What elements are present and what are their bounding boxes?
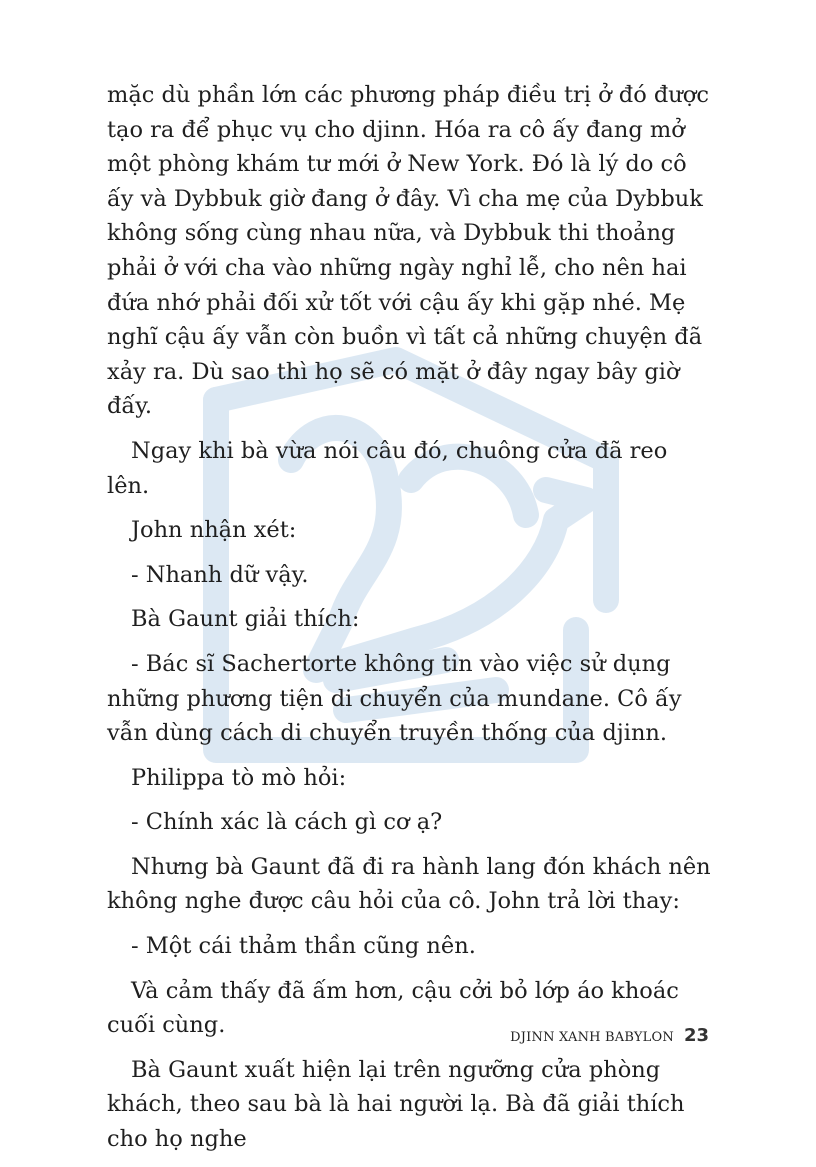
page-number: 23 <box>683 1025 709 1046</box>
paragraph: Bà Gaunt xuất hiện lại trên ngưỡng cửa phòng khách, theo sau bà là hai người lạ. Bà đã giải thích cho họ nghe <box>107 1056 685 1153</box>
paragraph: John nhận xét: <box>131 517 297 544</box>
page-body <box>107 78 711 1167</box>
dialogue-line: - Chính xác là cách gì cơ ạ? <box>131 809 443 836</box>
dialogue-line: - Nhanh dữ vậy. <box>131 561 309 588</box>
page-footer <box>510 1025 709 1046</box>
paragraph: Nhưng bà Gaunt đã đi ra hành lang đón khách nên không nghe được câu hỏi của cô. John trả lời thay: <box>107 853 711 915</box>
paragraph: Ngay khi bà vừa nói câu đó, chuông cửa đã reo lên. <box>107 437 668 499</box>
running-title: DJINN XANH BABYLON <box>510 1030 674 1045</box>
dialogue-line: - Một cái thảm thần cũng nên. <box>131 933 476 960</box>
paragraph: Và cảm thấy đã ấm hơn, cậu cởi bỏ lớp áo khoác cuối cùng. <box>107 977 679 1039</box>
paragraph: Bà Gaunt giải thích: <box>131 606 360 633</box>
dialogue-line: - Bác sĩ Sachertorte không tin vào việc sử dụng những phương tiện di chuyển của mundane. Cô ấy vẫn dùng cách di chuyển truyền thống của djinn. <box>107 650 682 747</box>
paragraph: Philippa tò mò hỏi: <box>131 764 347 791</box>
paragraph: mặc dù phần lớn các phương pháp điều trị ở đó được tạo ra để phục vụ cho djinn. Hóa ra cô ấy đang mở một phòng khám tư mới ở New York. Đó là lý do cô ấy và Dybbuk giờ đang ở đây. Vì cha mẹ của Dybbuk không sống cùng nhau nữa, và Dybbuk thi thoảng phải ở với cha vào những ngày nghỉ lễ, cho nên hai đứa nhớ phải đối xử tốt với cậu ấy khi gặp nhé. Mẹ nghĩ cậu ấy vẫn còn buồn vì tất cả những chuyện đã xảy ra. Dù sao thì họ sẽ có mặt ở đây ngay bây giờ đấy. <box>107 82 709 420</box>
